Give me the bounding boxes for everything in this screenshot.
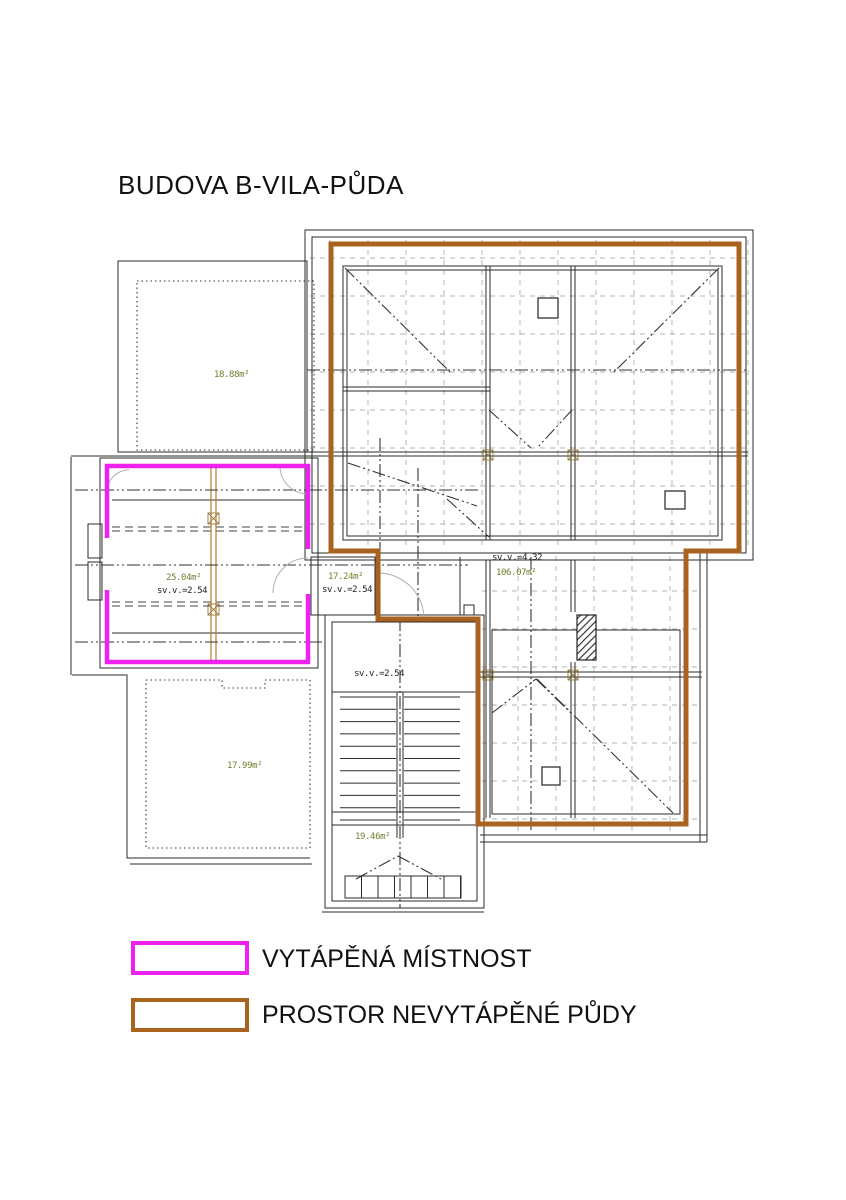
timber-beam [211,467,216,661]
chimney-icon [538,298,558,318]
unheated-attic-boundary [331,244,739,824]
room-area-label: 25.04m² [166,573,202,583]
upper-left-room-outline [118,261,307,452]
attic-roof-edge-inner [347,270,718,536]
room-area-label: 19.46m² [355,832,391,842]
legend-swatch-unheated-attic [131,998,249,1032]
beam-lines [478,266,702,818]
room-height-label: sv.v.=2.54 [354,669,405,679]
heated-room-boundary [105,464,310,664]
room-area-label: 17.24m² [328,572,364,582]
lower-left-room-outline [72,675,310,858]
room-height-label: sv.v.=2.54 [157,586,208,596]
room-area-label: 106.07m² [496,568,537,578]
legend-label-heated-room: VYTÁPĚNÁ MÍSTNOST [262,945,532,973]
attic-outer-wall [305,230,753,560]
legend-label-unheated-attic: PROSTOR NEVYTÁPĚNÉ PŮDY [262,1001,637,1029]
chimney-icon [665,491,685,509]
heated-room-dashed-lines [112,527,304,606]
legend-swatch-heated-room [131,941,249,975]
hatched-chimney-icon [577,615,596,660]
stairwell-walls [322,615,484,912]
page-title: BUDOVA B-VILA-PŮDA [118,170,404,200]
room-area-label: 18.88m² [214,370,250,380]
room-area-label: 17.99m² [227,761,263,771]
chimneys [538,298,685,785]
room-height-label: sv.v.=4.32 [492,553,543,563]
wall-outlines [71,230,753,912]
chimney-icon [542,767,560,785]
room-height-label: sv.v.=2.54 [322,585,373,595]
